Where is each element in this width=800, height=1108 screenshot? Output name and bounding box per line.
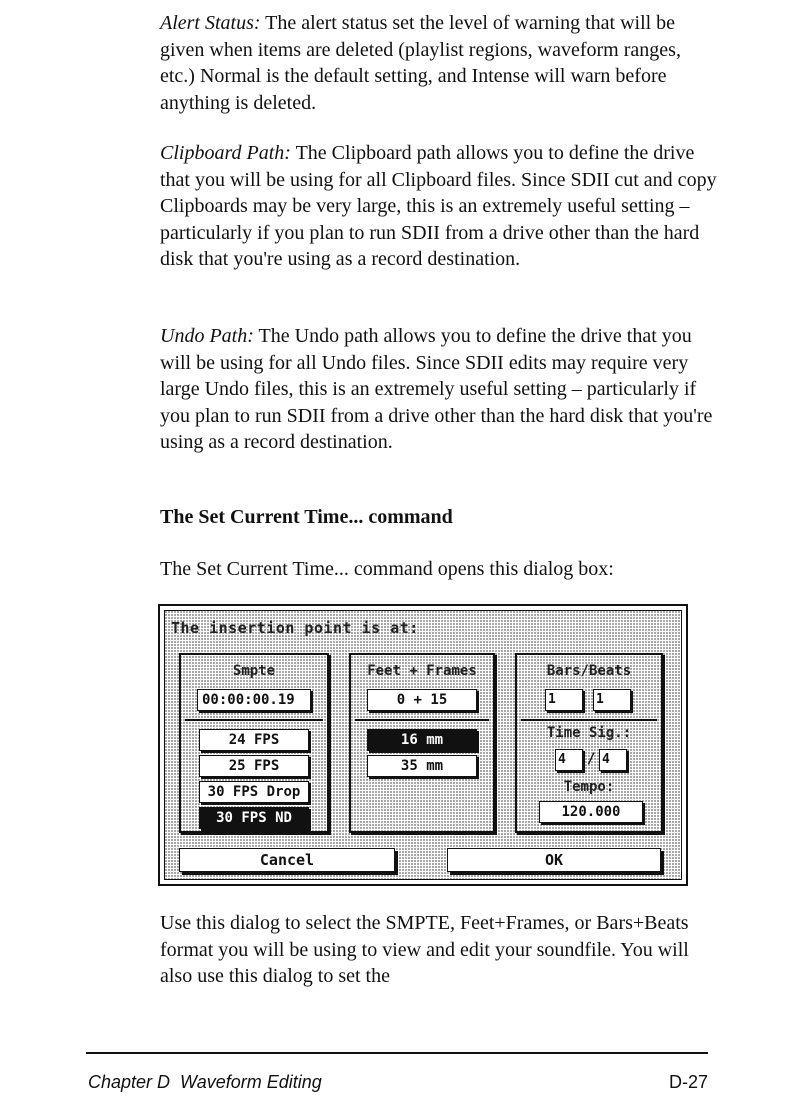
smpte-group	[179, 653, 329, 833]
term-undo-path: Undo Path:	[160, 325, 254, 347]
bars-beats-group	[515, 653, 663, 833]
text-alert-status: The alert status set the level of warning that will be given when items are deleted (playlist regions, waveform ranges, etc.) Normal is the default setting, and Intense will warn before anything is deleted.	[160, 12, 681, 114]
text-clipboard-path: The Clipboard path allows you to define the drive that you will be using for all Clipboard files. Since SDII cut and copy Clipboards may be very large, this is an extremely useful setting – particularly if you plan to run SDII from a drive other than the hard disk that you're using as a record destination.	[160, 142, 717, 270]
fps-30-nd-button[interactable]: 30 FPS ND	[199, 807, 309, 829]
film-35mm-button[interactable]: 35 mm	[367, 755, 477, 777]
paragraph-undo-path	[160, 323, 720, 456]
tempo-field[interactable]: 120.000	[539, 801, 643, 823]
feet-frames-field[interactable]: 0 + 15	[367, 689, 477, 711]
bar-field[interactable]: 1	[545, 689, 583, 711]
smpte-separator	[185, 719, 323, 721]
paragraph-clipboard-path	[160, 140, 720, 273]
fps-30-drop-button[interactable]: 30 FPS Drop	[199, 781, 309, 803]
footer-chapter-text: Chapter D Waveform Editing	[88, 1072, 322, 1092]
feet-frames-label: Feet + Frames	[367, 663, 477, 679]
footer-chapter	[88, 1072, 322, 1093]
smpte-label: Smpte	[232, 663, 276, 679]
time-sig-slash: /	[587, 751, 596, 767]
cancel-button[interactable]: Cancel	[179, 848, 395, 872]
film-16mm-button[interactable]: 16 mm	[367, 729, 477, 751]
fps-25-button[interactable]: 25 FPS	[199, 755, 309, 777]
bars-beats-label: Bars/Beats	[546, 663, 632, 679]
paragraph-after-dialog: Use this dialog to select the SMPTE, Feet+Frames, or Bars+Beats format you will be using to view and edit your soundfile. You will also use this dialog to set the	[160, 912, 689, 987]
time-sig-numerator-field[interactable]: 4	[555, 749, 583, 771]
dialog-body	[164, 610, 682, 880]
page-number: D-27	[668, 1072, 708, 1092]
dialog-title: The insertion point is at:	[171, 619, 419, 637]
section-heading: The Set Current Time... command	[160, 506, 453, 528]
time-sig-denominator-field[interactable]: 4	[599, 749, 627, 771]
feet-frames-separator	[355, 719, 489, 721]
tempo-label: Tempo:	[563, 779, 615, 795]
text-undo-path: The Undo path allows you to define the drive that you will be using for all Undo files. Since SDII edits may require very large Undo files, this is an extremely useful setting – particularly if you plan to run SDII from a drive other than the hard disk that you're using as a record destination.	[160, 325, 713, 453]
intro-text: The Set Current Time... command opens this dialog box:	[160, 558, 614, 580]
time-signature-label: Time Sig.:	[546, 725, 632, 741]
fps-24-button[interactable]: 24 FPS	[199, 729, 309, 751]
set-current-time-dialog	[158, 604, 688, 886]
paragraph-alert-status	[160, 10, 720, 116]
feet-frames-group	[349, 653, 495, 833]
beat-field[interactable]: 1	[593, 689, 631, 711]
term-clipboard-path: Clipboard Path:	[160, 142, 291, 164]
term-alert-status: Alert Status:	[160, 12, 261, 34]
footer-rule	[86, 1052, 708, 1054]
bars-beats-separator	[521, 719, 657, 721]
smpte-time-field[interactable]: 00:00:00.19	[197, 689, 311, 711]
ok-button[interactable]: OK	[447, 848, 661, 872]
